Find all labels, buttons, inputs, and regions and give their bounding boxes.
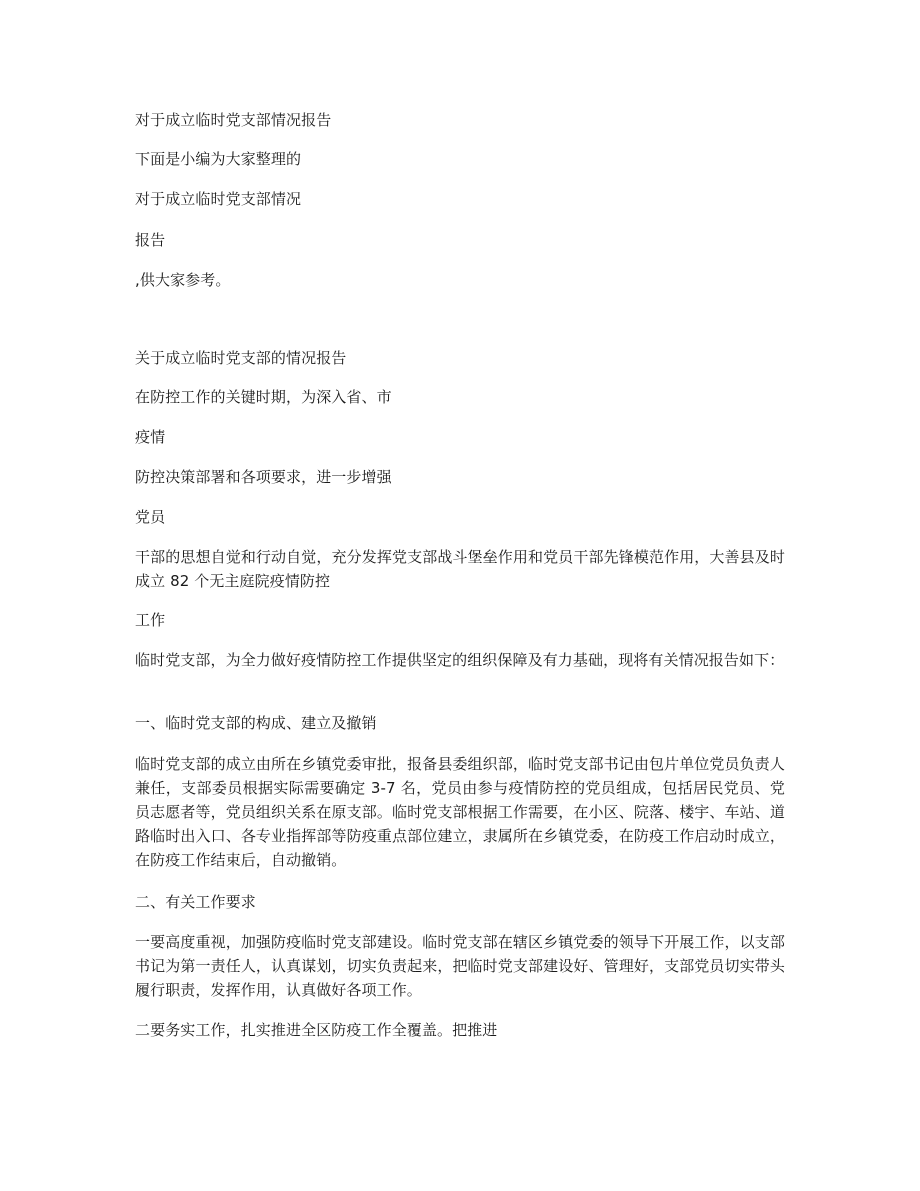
body-paragraph: 二要务实工作，扎实推进全区防疫工作全覆盖。把推进 xyxy=(135,1021,498,1039)
intro-line: 报告 xyxy=(135,231,166,249)
section-heading: 二、有关工作要求 xyxy=(135,893,256,911)
body-paragraph: 在防控工作的关键时期，为深入省、市 xyxy=(135,388,392,406)
body-paragraph: 一要高度重视，加强防疫临时党支部建设。临时党支部在辖区乡镇党委的领导下开展工作，以支部书记为第一责任人，认真谋划，切实负责起来，把临时党支部建设好、管理好，支部党员切实带头履行职责，发挥作用，认真做好各项工作。 xyxy=(135,933,785,999)
section-heading: 一、临时党支部的构成、建立及撤销 xyxy=(135,714,377,732)
intro-line: 对于成立临时党支部情况 xyxy=(135,190,302,208)
body-paragraph: 防控决策部署和各项要求，进一步增强 xyxy=(135,468,392,486)
intro-line: ,供大家参考。 xyxy=(135,271,231,289)
intro-line: 下面是小编为大家整理的 xyxy=(135,150,302,168)
body-paragraph: 工作 xyxy=(135,611,166,629)
body-paragraph: 临时党支部的成立由所在乡镇党委审批，报备县委组织部，临时党支部书记由包片单位党员负责人兼任，支部委员根据实际需要确定 3-7 名，党员由参与疫情防控的党员组成，包括居民党员、党员志愿者等，党员组织关系在原支部。临时党支部根据工作需要，在小区、院落、楼宇、车站、道路临时出入口、各专业指挥部等防疫重点部位建立，隶属所在乡镇党委，在防疫工作启动时成立，在防疫工作结束后，自动撤销。 xyxy=(135,755,785,869)
body-paragraph: 疫情 xyxy=(135,428,166,446)
body-paragraph: 干部的思想自觉和行动自觉，充分发挥党支部战斗堡垒作用和党员干部先锋模范作用，大善县及时成立 82 个无主庭院疫情防控 xyxy=(135,548,785,590)
document-title: 对于成立临时党支部情况报告 xyxy=(135,111,332,129)
body-paragraph: 党员 xyxy=(135,508,166,526)
report-heading: 关于成立临时党支部的情况报告 xyxy=(135,349,347,367)
body-paragraph: 临时党支部，为全力做好疫情防控工作提供坚定的组织保障及有力基础，现将有关情况报告如下： xyxy=(135,651,785,669)
